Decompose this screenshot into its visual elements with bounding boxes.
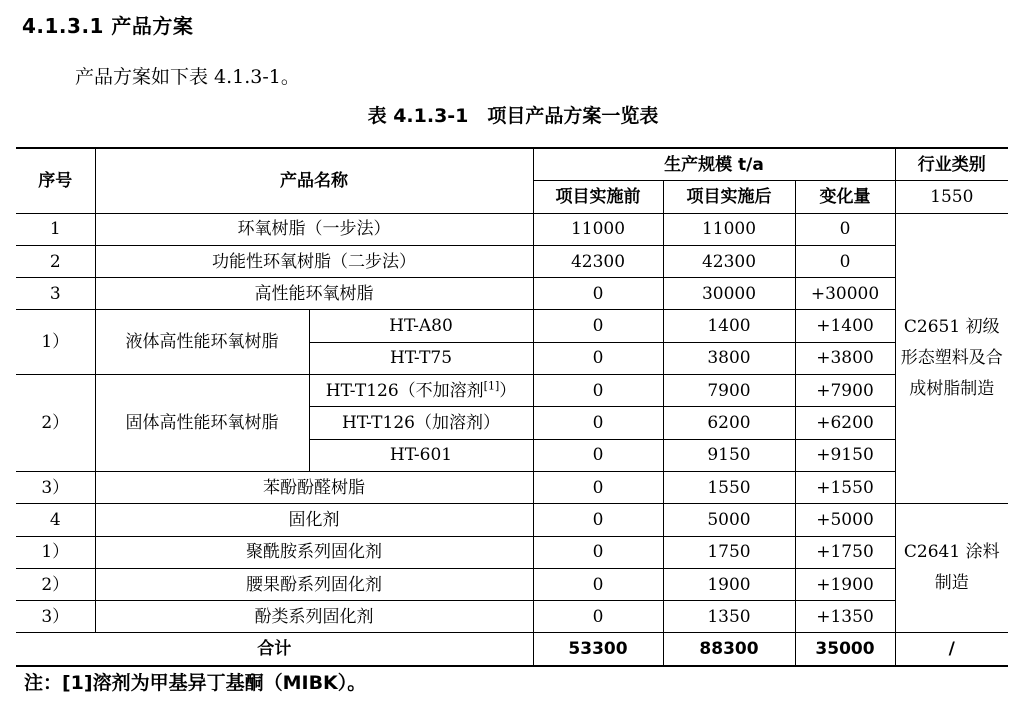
seq-cell: 4 (16, 504, 95, 536)
seq-cell: 1） (16, 536, 95, 568)
after-cell: 1900 (663, 568, 795, 600)
seq-cell: 3 (16, 278, 95, 310)
total-after: 88300 (663, 633, 795, 666)
product-group-cell: 液体高性能环氧树脂 (95, 310, 309, 375)
after-cell: 1550 (663, 471, 795, 503)
table-footnote: 注：[1]溶剂为甲基异丁基酮（MIBK）。 (24, 672, 367, 694)
change-cell: +1350 (795, 601, 895, 633)
change-cell: +1750 (795, 536, 895, 568)
industry-cell-coating: C2641 涂料制造 (895, 504, 1008, 633)
product-model-cell: HT-601 (309, 439, 533, 471)
change-cell: 0 (795, 213, 895, 245)
change-cell: +1900 (795, 568, 895, 600)
before-cell: 0 (533, 375, 663, 407)
product-name-cell: 固化剂 (95, 504, 533, 536)
product-model-cell: HT-T75 (309, 342, 533, 374)
before-cell: 0 (533, 278, 663, 310)
table-row (16, 213, 1008, 245)
header-change: 变化量 (795, 181, 895, 213)
header-product-name: 产品名称 (95, 148, 533, 213)
before-cell: 0 (533, 310, 663, 342)
change-cell: +7900 (795, 375, 895, 407)
table-row (16, 568, 1008, 600)
seq-cell: 2） (16, 375, 95, 472)
table-title: 表 4.1.3-1 项目产品方案一览表 (367, 105, 659, 127)
header-industry: 行业类别 (895, 148, 1008, 181)
before-cell: 0 (533, 471, 663, 503)
after-cell: 30000 (663, 278, 795, 310)
product-plan-table (16, 147, 1008, 667)
product-model-cell: HT-T126（加溶剂） (309, 407, 533, 439)
table-row (16, 536, 1008, 568)
change-cell: +9150 (795, 439, 895, 471)
product-model-cell (309, 375, 533, 407)
after-cell: 6200 (663, 407, 795, 439)
product-name-cell: 苯酚酚醛树脂 (95, 471, 533, 503)
after-cell: 9150 (663, 439, 795, 471)
seq-cell: 1） (16, 310, 95, 375)
after-cell: 42300 (663, 245, 795, 277)
seq-cell: 2） (16, 568, 95, 600)
table-row (16, 471, 1008, 503)
change-cell: +1550 (795, 471, 895, 503)
after-cell: 3800 (663, 342, 795, 374)
after-cell: 7900 (663, 375, 795, 407)
seq-cell: 3） (16, 601, 95, 633)
before-cell: 0 (533, 504, 663, 536)
table-row (16, 245, 1008, 277)
header-seq: 序号 (16, 148, 95, 213)
intro-paragraph: 产品方案如下表 4.1.3-1。 (75, 66, 300, 88)
change-cell: +30000 (795, 278, 895, 310)
before-cell: 0 (533, 407, 663, 439)
after-cell: 1350 (663, 601, 795, 633)
industry-cell-resin: C2651 初级形态塑料及合成树脂制造 (895, 213, 1008, 504)
seq-cell: 2 (16, 245, 95, 277)
before-cell: 0 (533, 601, 663, 633)
product-name-cell: 高性能环氧树脂 (95, 278, 533, 310)
total-row (16, 633, 1008, 666)
before-cell: 0 (533, 439, 663, 471)
before-cell: 0 (533, 536, 663, 568)
total-before: 53300 (533, 633, 663, 666)
header-production-scale: 生产规模 t/a (533, 148, 895, 181)
product-name-cell: 功能性环氧树脂（二步法） (95, 245, 533, 277)
total-industry: / (895, 633, 1008, 666)
total-label: 合计 (16, 633, 533, 666)
header-row-1 (16, 148, 1008, 181)
product-model-text: HT-T126（不加溶剂 (325, 380, 484, 401)
before-cell: 0 (533, 342, 663, 374)
after-cell: 1400 (663, 310, 795, 342)
section-heading: 4.1.3.1 产品方案 (22, 14, 194, 38)
product-group-cell: 固体高性能环氧树脂 (95, 375, 309, 472)
product-name-cell: 腰果酚系列固化剂 (95, 568, 533, 600)
header-after: 项目实施后 (663, 181, 795, 213)
table-row (16, 601, 1008, 633)
product-model-cell: HT-A80 (309, 310, 533, 342)
after-cell: 11000 (663, 213, 795, 245)
industry-code: 1550 (895, 181, 1008, 213)
product-name-cell: 环氧树脂（一步法） (95, 213, 533, 245)
table-row (16, 278, 1008, 310)
seq-cell: 3） (16, 471, 95, 503)
total-change: 35000 (795, 633, 895, 666)
after-cell: 5000 (663, 504, 795, 536)
before-cell: 42300 (533, 245, 663, 277)
after-cell: 1750 (663, 536, 795, 568)
before-cell: 11000 (533, 213, 663, 245)
table-row (16, 504, 1008, 536)
before-cell: 0 (533, 568, 663, 600)
change-cell: +5000 (795, 504, 895, 536)
change-cell: 0 (795, 245, 895, 277)
footnote-marker: [1] (483, 379, 500, 393)
header-before: 项目实施前 (533, 181, 663, 213)
seq-cell: 1 (16, 213, 95, 245)
product-name-cell: 酚类系列固化剂 (95, 601, 533, 633)
change-cell: +6200 (795, 407, 895, 439)
change-cell: +3800 (795, 342, 895, 374)
change-cell: +1400 (795, 310, 895, 342)
product-model-tail: ） (499, 380, 517, 401)
table-row (16, 310, 1008, 342)
product-name-cell: 聚酰胺系列固化剂 (95, 536, 533, 568)
table-row (16, 375, 1008, 407)
